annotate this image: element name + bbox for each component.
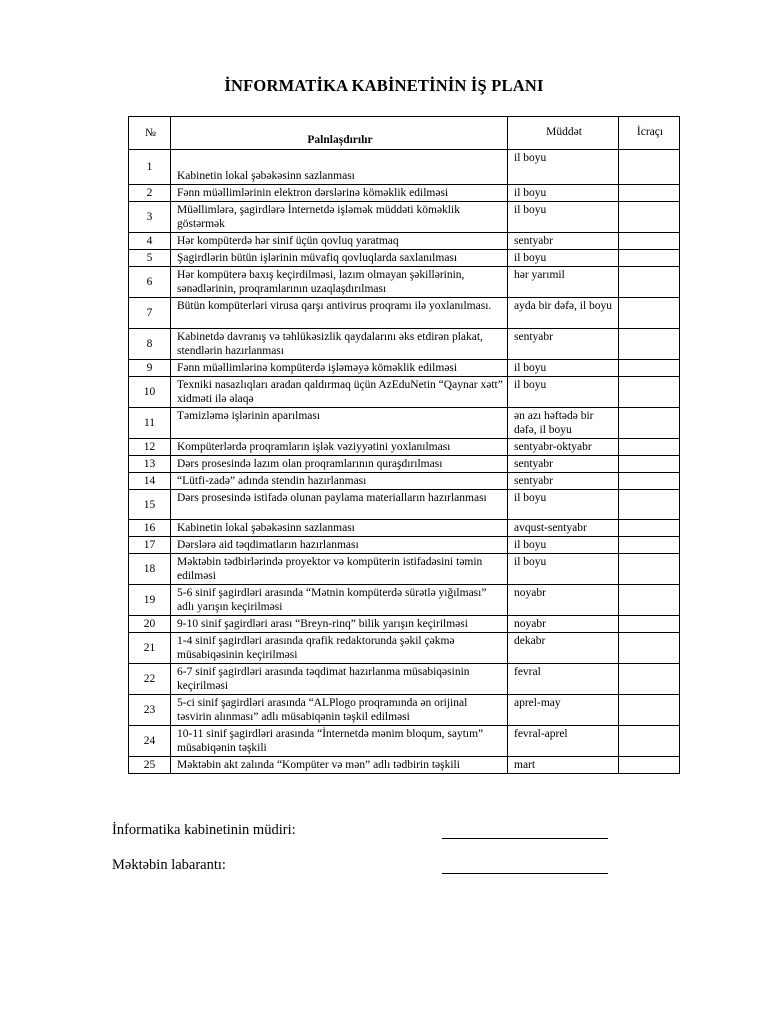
row-period: il boyu — [508, 537, 619, 554]
row-task: Kabinetin lokal şəbəkəsinn sazlanması — [171, 150, 508, 185]
table-row — [129, 664, 680, 695]
row-number: 5 — [129, 250, 171, 267]
row-number: 2 — [129, 185, 171, 202]
head-signature-line — [442, 838, 608, 839]
table-row — [129, 554, 680, 585]
row-period: sentyabr-oktyabr — [508, 439, 619, 456]
table-row — [129, 616, 680, 633]
row-number: 11 — [129, 408, 171, 439]
row-task: Fənn müəllimlərinin elektron dərslərinə köməklik edilməsi — [171, 185, 508, 202]
row-task: 5-ci sinif şagirdləri arasında “ALPlogo proqramında ən orijinal təsvirin alınması” adlı müsabiqənin təşkil edilməsi — [171, 695, 508, 726]
row-task: Bütün kompüterləri virusa qarşı antivirus proqramı ilə yoxlanılması. — [171, 298, 508, 329]
row-period: il boyu — [508, 490, 619, 520]
row-task: Dərs prosesində istifadə olunan paylama materialların hazırlanması — [171, 490, 508, 520]
row-period: il boyu — [508, 360, 619, 377]
row-task: 5-6 sinif şagirdləri arasında “Mətnin kompüterdə sürətlə yığılması” adlı yarışın keçirilməsi — [171, 585, 508, 616]
table-row — [129, 202, 680, 233]
row-executor — [619, 267, 680, 298]
row-number: 25 — [129, 757, 171, 774]
work-plan-table — [128, 116, 680, 774]
row-executor — [619, 456, 680, 473]
row-period: fevral — [508, 664, 619, 695]
table-row — [129, 520, 680, 537]
row-executor — [619, 664, 680, 695]
row-task: Müəllimlərə, şagirdlərə İnternetdə işləmək müddəti köməklik göstərmək — [171, 202, 508, 233]
row-executor — [619, 490, 680, 520]
row-task: Təmizləmə işlərinin aparılması — [171, 408, 508, 439]
row-number: 21 — [129, 633, 171, 664]
page-title: İNFORMATİKA KABİNETİNİN İŞ PLANI — [224, 76, 544, 95]
table-row — [129, 233, 680, 250]
row-period: aprel-may — [508, 695, 619, 726]
header-period: Müddət — [508, 117, 619, 150]
row-task: Şagirdlərin bütün işlərinin müvafiq qovluqlarda saxlanılması — [171, 250, 508, 267]
row-number: 23 — [129, 695, 171, 726]
row-task: Dərs prosesində lazım olan proqramlarının quraşdırılması — [171, 456, 508, 473]
row-executor — [619, 202, 680, 233]
row-period: il boyu — [508, 150, 619, 185]
row-task: 1-4 sinif şagirdləri arasında qrafik redaktorunda şəkil çəkmə müsabiqəsinin keçirilməsi — [171, 633, 508, 664]
row-executor — [619, 585, 680, 616]
row-executor — [619, 185, 680, 202]
row-number: 14 — [129, 473, 171, 490]
table-row — [129, 250, 680, 267]
table-row — [129, 490, 680, 520]
row-period: il boyu — [508, 554, 619, 585]
table-row — [129, 298, 680, 329]
row-period: noyabr — [508, 616, 619, 633]
table-row — [129, 408, 680, 439]
row-executor — [619, 757, 680, 774]
row-executor — [619, 439, 680, 456]
row-period: mart — [508, 757, 619, 774]
head-of-cabinet-label: İnformatika kabinetinin müdiri: — [112, 822, 296, 838]
row-number: 1 — [129, 150, 171, 185]
table-row — [129, 456, 680, 473]
lab-assistant-label: Məktəbin labarantı: — [112, 857, 226, 873]
row-number: 15 — [129, 490, 171, 520]
row-number: 18 — [129, 554, 171, 585]
row-task: Kompüterlərdə proqramların işlək vəziyyətini yoxlanılması — [171, 439, 508, 456]
row-task: “Lütfi-zadə” adında stendin hazırlanması — [171, 473, 508, 490]
row-number: 10 — [129, 377, 171, 408]
header-number: № — [129, 117, 171, 150]
table-row — [129, 377, 680, 408]
row-period: fevral-aprel — [508, 726, 619, 757]
row-executor — [619, 520, 680, 537]
row-period: il boyu — [508, 202, 619, 233]
row-executor — [619, 726, 680, 757]
row-task: Texniki nasazlıqları aradan qaldırmaq üçün AzEduNetin “Qaynar xətt” xidməti ilə əlaqə — [171, 377, 508, 408]
row-number: 6 — [129, 267, 171, 298]
table-row — [129, 473, 680, 490]
table-row — [129, 267, 680, 298]
table-row — [129, 633, 680, 664]
row-task: Kabinetdə davranış və təhlükəsizlik qaydalarını əks etdirən plakat, stendlərin hazırlanması — [171, 329, 508, 360]
table-row — [129, 726, 680, 757]
row-task: 10-11 sinif şagirdləri arasında “İnternetdə mənim bloqum, saytım” müsabiqənin təşkili — [171, 726, 508, 757]
row-period: avqust-sentyabr — [508, 520, 619, 537]
row-period: hər yarımil — [508, 267, 619, 298]
row-executor — [619, 377, 680, 408]
row-number: 9 — [129, 360, 171, 377]
row-number: 20 — [129, 616, 171, 633]
row-executor — [619, 298, 680, 329]
row-executor — [619, 633, 680, 664]
row-number: 19 — [129, 585, 171, 616]
row-period: sentyabr — [508, 473, 619, 490]
table-row — [129, 360, 680, 377]
row-period: il boyu — [508, 377, 619, 408]
table-row — [129, 537, 680, 554]
row-number: 4 — [129, 233, 171, 250]
row-task: Dərslərə aid təqdimatların hazırlanması — [171, 537, 508, 554]
row-number: 16 — [129, 520, 171, 537]
row-executor — [619, 537, 680, 554]
table-row — [129, 185, 680, 202]
row-period: sentyabr — [508, 329, 619, 360]
row-executor — [619, 695, 680, 726]
row-task: Hər kompüterə baxış keçirdilməsi, lazım olmayan şəkillərinin, sənədlərinin, proqramlarının uzaqlaşdırılması — [171, 267, 508, 298]
row-executor — [619, 408, 680, 439]
row-task: 9-10 sinif şagirdləri arası “Breyn-rinq” bilik yarışın keçirilməsi — [171, 616, 508, 633]
row-executor — [619, 329, 680, 360]
table-row — [129, 585, 680, 616]
lab-signature-line — [442, 873, 608, 874]
row-number: 17 — [129, 537, 171, 554]
row-executor — [619, 473, 680, 490]
table-row — [129, 150, 680, 185]
row-task: Məktəbin akt zalında “Kompüter və mən” adlı tədbirin təşkili — [171, 757, 508, 774]
row-number: 8 — [129, 329, 171, 360]
row-period: ən azı həftədə bir dəfə, il boyu — [508, 408, 619, 439]
row-executor — [619, 616, 680, 633]
table-row — [129, 439, 680, 456]
row-period: dekabr — [508, 633, 619, 664]
row-number: 12 — [129, 439, 171, 456]
table-row — [129, 757, 680, 774]
row-period: sentyabr — [508, 456, 619, 473]
header-executor: İcraçı — [619, 117, 680, 150]
row-number: 7 — [129, 298, 171, 329]
row-executor — [619, 554, 680, 585]
row-period: ayda bir dəfə, il boyu — [508, 298, 619, 329]
row-number: 3 — [129, 202, 171, 233]
row-period: il boyu — [508, 185, 619, 202]
table-row — [129, 329, 680, 360]
header-task: Palnlaşdırılır — [171, 117, 508, 150]
row-task: Fənn müəllimlərinə kompüterdə işləməyə köməklik edilməsi — [171, 360, 508, 377]
row-task: Kabinetin lokal şəbəkəsinn sazlanması — [171, 520, 508, 537]
row-period: sentyabr — [508, 233, 619, 250]
row-executor — [619, 150, 680, 185]
row-period: noyabr — [508, 585, 619, 616]
row-task: 6-7 sinif şagirdləri arasında təqdimat hazırlanma müsabiqəsinin keçirilməsi — [171, 664, 508, 695]
row-number: 24 — [129, 726, 171, 757]
row-period: il boyu — [508, 250, 619, 267]
row-task: Hər kompüterdə hər sinif üçün qovluq yaratmaq — [171, 233, 508, 250]
row-executor — [619, 233, 680, 250]
row-number: 22 — [129, 664, 171, 695]
row-executor — [619, 360, 680, 377]
row-task: Məktəbin tədbirlərində proyektor və kompüterin istifadəsini təmin edilməsi — [171, 554, 508, 585]
row-number: 13 — [129, 456, 171, 473]
row-executor — [619, 250, 680, 267]
table-row — [129, 695, 680, 726]
